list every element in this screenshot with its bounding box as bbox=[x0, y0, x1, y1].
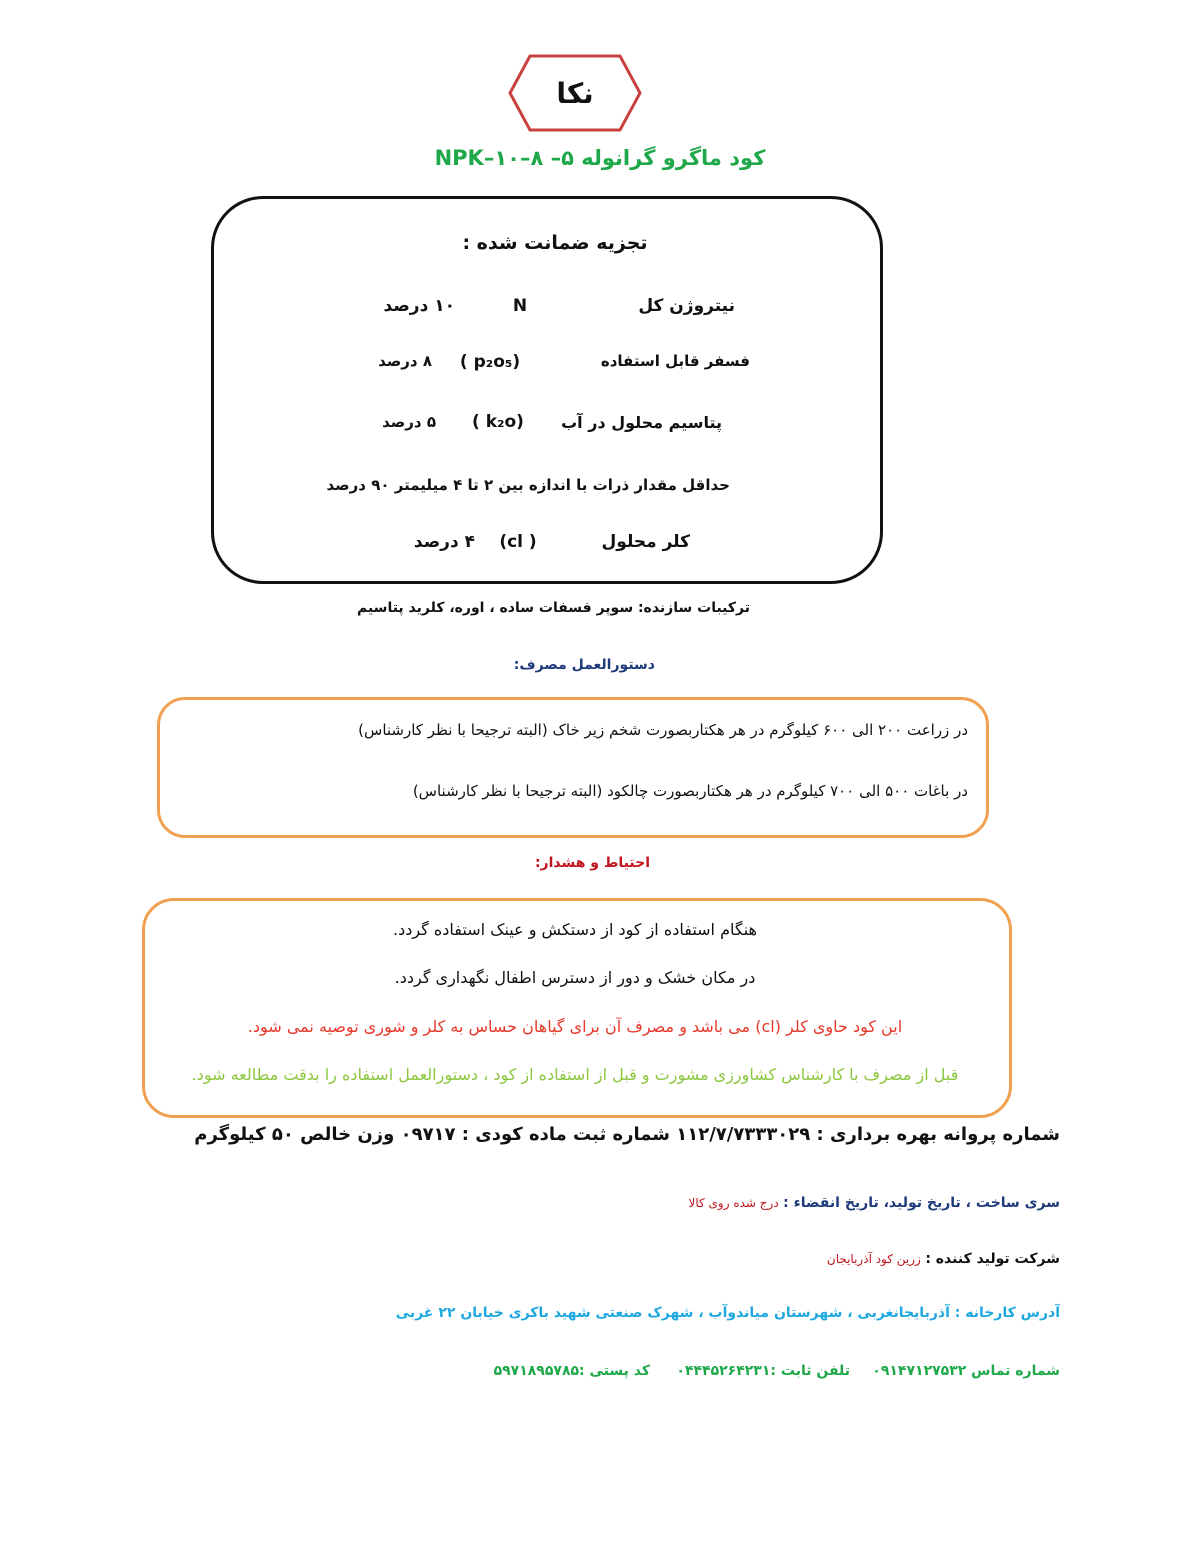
contact-postal-code: کد پستی :۵۹۷۱۸۹۵۷۸۵ bbox=[493, 1363, 650, 1379]
phosphorus-symbol: ( p₂o₅) bbox=[459, 352, 521, 372]
analysis-title: تجزیه ضمانت شده : bbox=[462, 232, 648, 254]
warning-line-consult: قبل از مصرف با کارشناس کشاورزی مشورت و قبل از استفاده از کود ، دستورالعمل استفاده را بدقت مطالعه شود. bbox=[191, 1065, 959, 1084]
factory-address: آدرس کارخانه : آذربایجانغربی ، شهرستان میاندوآب ، شهرک صنعتی شهید باکری خیابان ۲۲ غربی bbox=[395, 1305, 1060, 1321]
contact-landline: تلفن ثابت :۰۴۴۴۵۲۶۴۲۳۱ bbox=[676, 1363, 850, 1379]
registration-line: شماره پروانه بهره برداری : ۱۱۲/۷/۷۳۳۳۰۲۹ شماره ثبت ماده کودی : ۰۹۷۱۷ وزن خالص ۵۰ کیلوگرم bbox=[194, 1124, 1060, 1145]
potassium-value: ۵ درصد bbox=[382, 413, 436, 431]
phosphorus-label: فسفر قابل استفاده bbox=[600, 352, 750, 370]
granule-size-row: حداقل مقدار ذرات با اندازه بین ۲ تا ۴ میلیمتر ۹۰ درصد bbox=[326, 476, 730, 494]
nitrogen-value: ۱۰ درصد bbox=[383, 296, 455, 316]
production-label: سری ساخت ، تاریخ تولید، تاریخ انقضاء : bbox=[783, 1195, 1060, 1211]
chlorine-value: ۴ درصد bbox=[413, 532, 475, 552]
potassium-label: پتاسیم محلول در آب bbox=[561, 413, 722, 432]
usage-heading: دستورالعمل مصرف: bbox=[513, 657, 655, 673]
phosphorus-value: ۸ درصد bbox=[378, 352, 432, 370]
brand-name: نکا bbox=[556, 76, 594, 110]
usage-box bbox=[157, 697, 989, 838]
manufacturer-value: زرین کود آذربایجان bbox=[826, 1252, 921, 1266]
chlorine-label: کلر محلول bbox=[601, 532, 690, 552]
production-value: درج شده روی کالا bbox=[688, 1196, 779, 1210]
production-row bbox=[300, 1195, 1060, 1211]
usage-line-farming: در زراعت ۲۰۰ الی ۶۰۰ کیلوگرم در هر هکتاربصورت شخم زیر خاک (البته ترجیحا با نظر کارشناس) bbox=[358, 721, 968, 739]
nitrogen-label: نیتروژن کل bbox=[638, 296, 735, 316]
usage-line-orchards: در باغات ۵۰۰ الی ۷۰۰ کیلوگرم در هر هکتاربصورت چالکود (البته ترجیحا با نظر کارشناس) bbox=[412, 782, 968, 800]
warning-heading: احتیاط و هشدار: bbox=[534, 855, 650, 871]
warning-line-chlorine: این کود حاوی کلر (cl) می باشد و مصرف آن برای گیاهان حساس به کلر و شوری توصیه نمی شود. bbox=[247, 1017, 903, 1036]
manufacturer-row bbox=[300, 1251, 1060, 1267]
warning-line-gloves: هنگام استفاده از کود از دستکش و عینک استفاده گردد. bbox=[393, 920, 757, 939]
warning-line-storage: در مکان خشک و دور از دسترس اطفال نگهداری گردد. bbox=[394, 968, 756, 987]
product-title: NPK–کود ماگرو گرانوله ۵– ۸–۱۰ bbox=[434, 146, 766, 170]
chlorine-symbol: (cl ) bbox=[499, 532, 537, 552]
ingredients-line: ترکیبات سازنده: سوپر فسفات ساده ، اوره، کلرید پتاسیم bbox=[356, 600, 750, 616]
analysis-box bbox=[211, 196, 883, 584]
manufacturer-label: شرکت تولید کننده : bbox=[925, 1251, 1060, 1267]
contact-phone: شماره تماس ۰۹۱۴۷۱۲۷۵۳۲ bbox=[872, 1363, 1060, 1379]
nitrogen-symbol: N bbox=[512, 296, 528, 316]
potassium-symbol: ( k₂o) bbox=[472, 412, 524, 432]
